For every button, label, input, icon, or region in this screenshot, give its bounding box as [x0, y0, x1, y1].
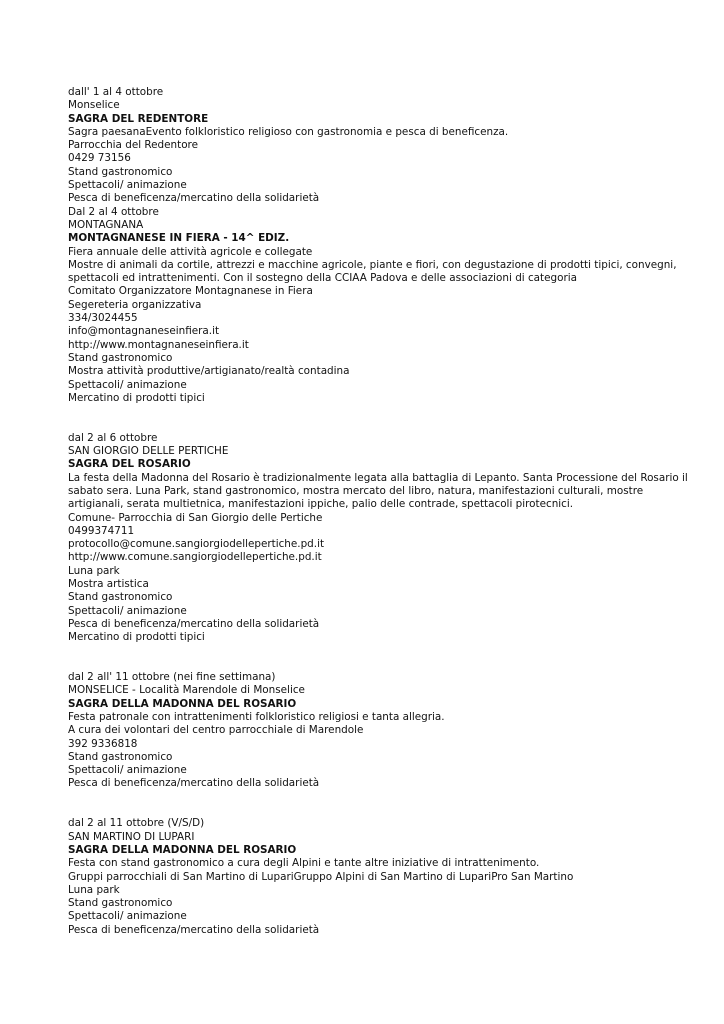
event-description-line: La festa della Madonna del Rosario è tradizionalmente legata alla battaglia di Lepanto. Santa Processione del Rosario il [68, 471, 688, 484]
event-detail: Pesca di beneficenza/mercatino della solidarietà [68, 923, 320, 936]
event-place: SAN GIORGIO DELLE PERTICHE [68, 445, 229, 458]
event-place: SAN MARTINO DI LUPARI [68, 830, 195, 843]
event-description-line: spettacoli ed intrattenimenti. Con il sostegno della CCIAA Padova e delle associazioni di categoria [68, 272, 577, 285]
event-detail: Spettacoli/ animazione [68, 910, 187, 923]
event-detail: http://www.comune.sangiorgiodellepertiche.pd.it [68, 551, 322, 564]
event-place: MONTAGNANA [68, 218, 144, 231]
event-detail: 334/3024455 [68, 312, 138, 325]
event-detail: Spettacoli/ animazione [68, 764, 187, 777]
event-detail: Spettacoli/ animazione [68, 179, 187, 192]
event-detail: Pesca di beneficenza/mercatino della solidarietà [68, 777, 320, 790]
event-detail: 0499374711 [68, 524, 135, 537]
event-detail: Stand gastronomico [68, 750, 173, 763]
event-detail: Segereteria organizzativa [68, 298, 202, 311]
event-detail: Mostra attività produttive/artigianato/realtà contadina [68, 365, 350, 378]
event-detail: Comune- Parrocchia di San Giorgio delle Pertiche [68, 511, 323, 524]
event-detail: Gruppi parrocchiali di San Martino di LupariGruppo Alpini di San Martino di LupariPro San Martino [68, 870, 574, 883]
event-detail: Parrocchia del Redentore [68, 139, 198, 152]
event-entry [68, 205, 677, 405]
event-entry [68, 86, 668, 206]
event-entry [68, 431, 688, 645]
event-detail: Spettacoli/ animazione [68, 604, 187, 617]
event-title: SAGRA DEL REDENTORE [68, 112, 209, 125]
event-place: MONSELICE - Località Marendole di Monselice [68, 684, 305, 697]
event-detail: Comitato Organizzatore Montagnanese in Fiera [68, 285, 313, 298]
event-title: SAGRA DELLA MADONNA DEL ROSARIO [68, 697, 297, 710]
event-place: Monselice [68, 99, 120, 112]
event-detail: Pesca di beneficenza/mercatino della solidarietà [68, 617, 320, 630]
event-detail: http://www.montagnaneseinfiera.it [68, 338, 249, 351]
event-description-line: Fiera annuale delle attività agricole e collegate [68, 245, 313, 258]
event-date: dal 2 all' 11 ottobre (nei fine settimana) [68, 671, 276, 684]
event-entry [68, 671, 668, 791]
event-detail: Stand gastronomico [68, 351, 173, 364]
event-date: dal 2 al 11 ottobre (V/S/D) [68, 817, 205, 830]
event-description-line: artigianali, serata multietnica, manifestazioni ippiche, palio delle contrade, spettacoli pirotecnici. [68, 498, 574, 511]
event-title: SAGRA DELLA MADONNA DEL ROSARIO [68, 843, 297, 856]
event-detail: info@montagnaneseinfiera.it [68, 325, 220, 338]
event-description-line: Sagra paesanaEvento folkloristico religioso con gastronomia e pesca di beneficenza. [68, 125, 509, 138]
event-detail: Pesca di beneficenza/mercatino della solidarietà [68, 192, 320, 205]
event-detail: 0429 73156 [68, 152, 131, 165]
event-detail: Mercatino di prodotti tipici [68, 391, 205, 404]
event-detail: protocollo@comune.sangiorgiodellepertiche.pd.it [68, 538, 325, 551]
event-date: dall' 1 al 4 ottobre [68, 86, 164, 98]
event-detail: Luna park [68, 883, 120, 896]
event-title: SAGRA DEL ROSARIO [68, 458, 191, 471]
event-description-line: Festa patronale con intrattenimenti folkloristico religiosi e tanta allegria. [68, 710, 445, 723]
event-detail: Mercatino di prodotti tipici [68, 631, 205, 644]
event-detail: Spettacoli/ animazione [68, 378, 187, 391]
event-date: dal 2 al 6 ottobre [68, 431, 158, 444]
event-detail: Mostra artistica [68, 577, 149, 590]
event-detail: Stand gastronomico [68, 897, 173, 910]
event-detail: Stand gastronomico [68, 591, 173, 604]
event-detail: Stand gastronomico [68, 165, 173, 178]
event-detail: 392 9336818 [68, 737, 138, 750]
event-entry [68, 817, 668, 937]
event-description-line: Festa con stand gastronomico a cura degli Alpini e tante altre iniziative di intrattenimento. [68, 857, 540, 870]
event-description-line: Mostre di animali da cortile, attrezzi e macchine agricole, piante e fiori, con degustazione di prodotti tipici, convegni, [68, 258, 677, 271]
event-list [68, 86, 688, 937]
event-date: Dal 2 al 4 ottobre [68, 205, 159, 218]
event-detail: A cura dei volontari del centro parrocchiale di Marendole [68, 724, 364, 737]
event-description-line: sabato sera. Luna Park, stand gastronomico, mostra mercato del libro, natura, manifestazioni culturali, mostre [68, 484, 644, 497]
event-title: MONTAGNANESE IN FIERA - 14^ EDIZ. [68, 232, 290, 245]
event-detail: Luna park [68, 564, 120, 577]
